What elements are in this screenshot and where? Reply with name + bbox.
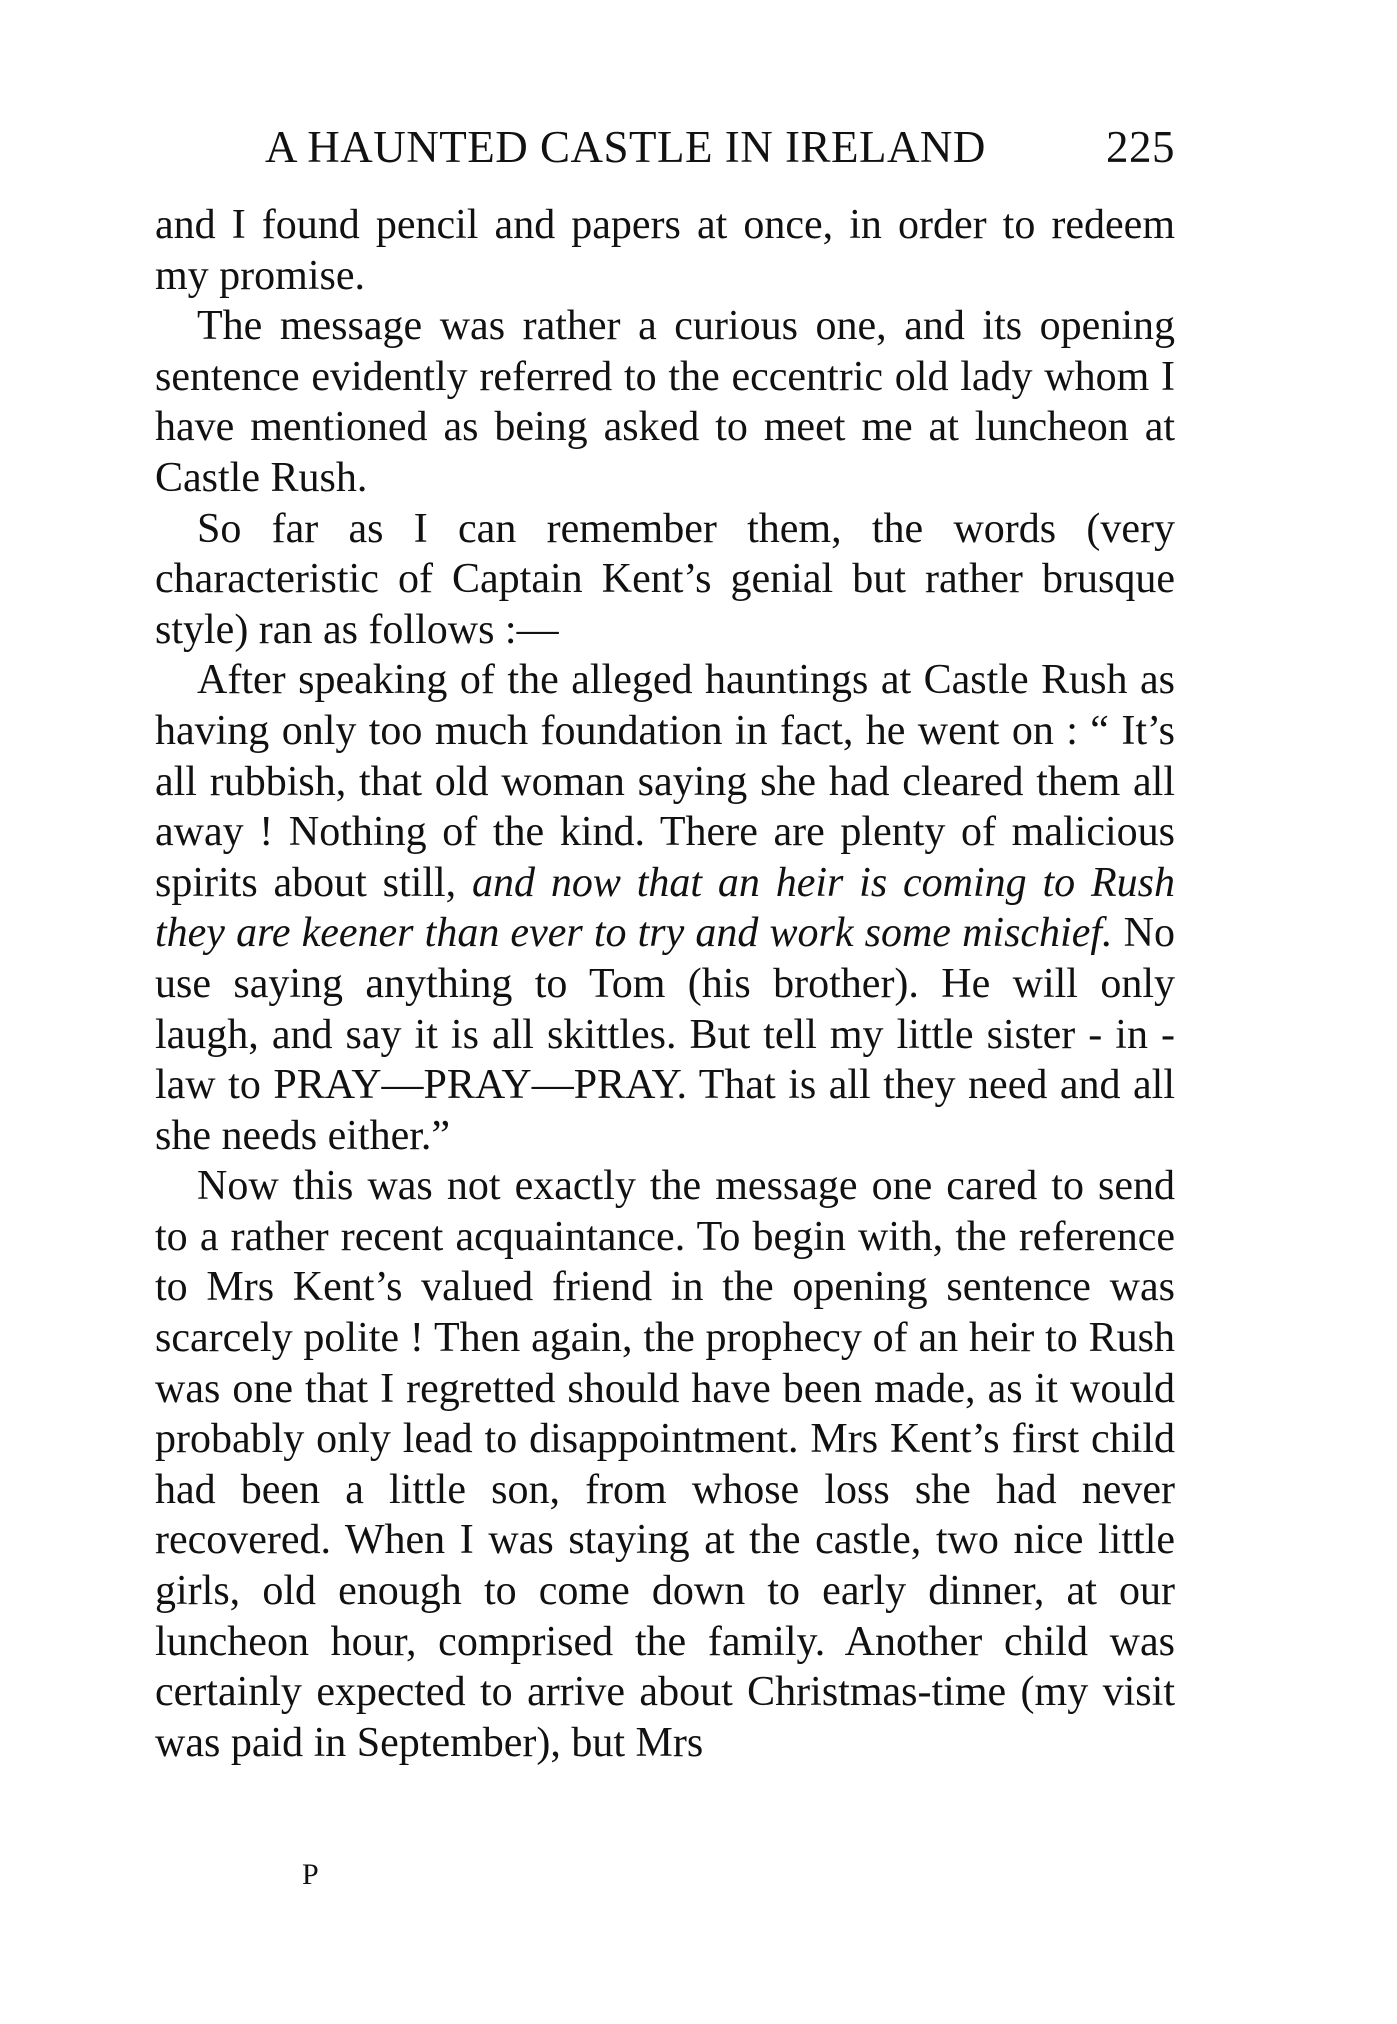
paragraph-1: and I found pencil and papers at once, in order to redeem my promise.: [155, 202, 1175, 299]
printer-signature-mark: P: [302, 1858, 320, 1891]
paragraph-3: So far as I can remember them, the words (very characteristic of Captain Kent’s genial but rather brusque style) ran as follows :—: [155, 505, 1175, 653]
paragraph-4-italic: and now that an heir is coming to Rush they are keener than ever to try and work some mischief.: [155, 859, 1175, 957]
body-text: [155, 200, 1175, 1768]
page-number: 225: [1106, 122, 1175, 172]
running-head: [155, 122, 1175, 172]
paragraph-4-end: No use saying anything to Tom (his brother). He will only laugh, and say it is all skittles. But tell my little sister - in - law to PRAY—PRAY—PRAY. That is all they need and all she needs either.”: [155, 910, 1175, 1159]
paragraph-4-start: After speaking of the alleged hauntings at Castle Rush as having only too much foundation in fact, he went on : “ It’s all rubbish, that old woman saying she had cleared them all away ! Nothing of the kind. There are plenty of malicious spirits about still,: [155, 657, 1175, 906]
chapter-title: A HAUNTED CASTLE IN IRELAND: [265, 122, 986, 172]
paragraph-4: [155, 655, 1175, 1161]
paragraph-5: Now this was not exactly the message one cared to send to a rather recent acquaintance. To begin with, the reference to Mrs Kent’s valued friend in the opening sentence was scarcely polite ! Then again, the prophecy of an heir to Rush was one that I regretted should have been made, as it would probably only lead to disappointment. Mrs Kent’s first child had been a little son, from whose loss she had never recovered. When I was staying at the castle, two nice little girls, old enough to come down to early dinner, at our luncheon hour, comprised the family. Another child was certainly expected to arrive about Christmas-time (my visit was paid in September), but Mrs: [155, 1163, 1175, 1766]
paragraph-2: The message was rather a curious one, and its opening sentence evidently referred to the eccentric old lady whom I have mentioned as being asked to meet me at luncheon at Castle Rush.: [155, 303, 1175, 501]
